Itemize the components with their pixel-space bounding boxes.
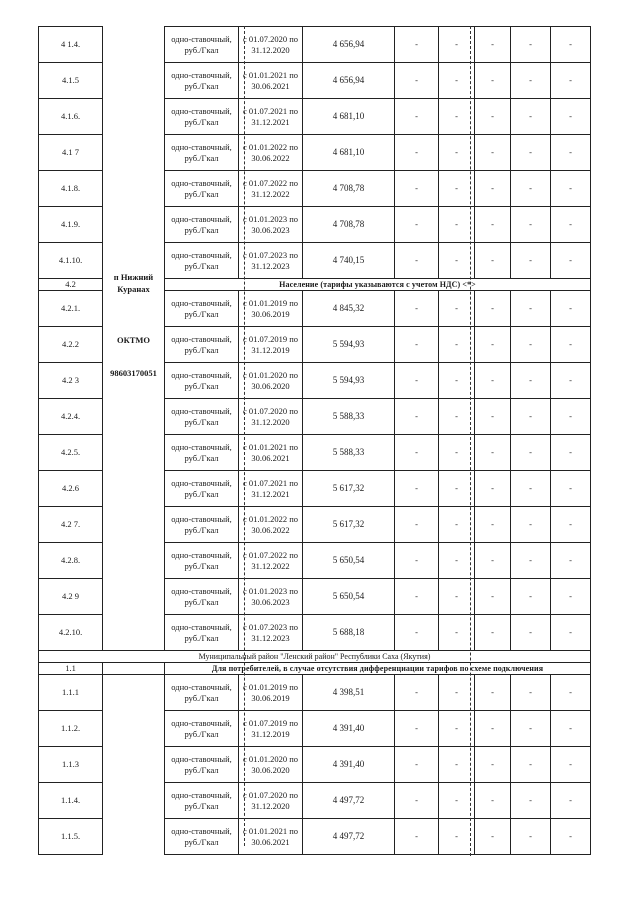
dash-cell: - xyxy=(439,435,475,471)
dash-cell: - xyxy=(551,135,591,171)
unit-cell: одно-ставочный, руб./Гкал xyxy=(165,27,239,63)
dash-cell: - xyxy=(475,207,511,243)
dash-cell: - xyxy=(475,711,511,747)
section-title: Население (тарифы указываются с учетом НДС) <*> xyxy=(165,279,591,291)
row-number: 1.1.5. xyxy=(39,819,103,855)
section-title: Для потребителей, в случае отсутствия дифференциации тарифов по схеме подключения xyxy=(165,663,591,675)
dash-cell: - xyxy=(475,471,511,507)
row-number: 4.2.4. xyxy=(39,399,103,435)
tariff-table xyxy=(38,26,591,855)
dash-cell: - xyxy=(395,99,439,135)
period-cell: с 01.01.2023 по 30.06.2023 xyxy=(239,207,303,243)
dash-cell: - xyxy=(511,99,551,135)
period-cell: с 01.01.2021 по 30.06.2021 xyxy=(239,435,303,471)
dash-cell: - xyxy=(439,783,475,819)
unit-cell: одно-ставочный, руб./Гкал xyxy=(165,543,239,579)
dash-cell: - xyxy=(551,711,591,747)
dash-cell: - xyxy=(475,63,511,99)
municipal-row xyxy=(39,651,591,663)
dash-cell: - xyxy=(511,819,551,855)
unit-cell: одно-ставочный, руб./Гкал xyxy=(165,675,239,711)
dash-cell: - xyxy=(511,675,551,711)
dash-cell: - xyxy=(475,675,511,711)
section-number: 1.1 xyxy=(39,663,103,675)
dash-cell: - xyxy=(475,27,511,63)
period-cell: с 01.01.2020 по 30.06.2020 xyxy=(239,363,303,399)
dash-cell: - xyxy=(475,507,511,543)
dash-cell: - xyxy=(439,399,475,435)
row-number: 1.1.2. xyxy=(39,711,103,747)
location-cell xyxy=(103,27,165,651)
period-cell: с 01.07.2020 по 31.12.2020 xyxy=(239,399,303,435)
tariff-value: 4 681,10 xyxy=(303,99,395,135)
dash-cell: - xyxy=(475,435,511,471)
dash-cell: - xyxy=(439,207,475,243)
row-number: 4 1.4. xyxy=(39,27,103,63)
tariff-value: 5 588,33 xyxy=(303,435,395,471)
dash-cell: - xyxy=(551,399,591,435)
dash-cell: - xyxy=(395,819,439,855)
dash-cell: - xyxy=(511,579,551,615)
dash-cell: - xyxy=(395,543,439,579)
dash-cell: - xyxy=(439,615,475,651)
dash-cell: - xyxy=(511,63,551,99)
dash-cell: - xyxy=(551,99,591,135)
dash-cell: - xyxy=(395,243,439,279)
unit-cell: одно-ставочный, руб./Гкал xyxy=(165,783,239,819)
dash-cell: - xyxy=(439,27,475,63)
dash-cell: - xyxy=(395,747,439,783)
dash-cell: - xyxy=(395,435,439,471)
row-number: 4.2 7. xyxy=(39,507,103,543)
table-row xyxy=(39,675,591,711)
unit-cell: одно-ставочный, руб./Гкал xyxy=(165,99,239,135)
dash-cell: - xyxy=(475,579,511,615)
period-cell: с 01.07.2021 по 31.12.2021 xyxy=(239,471,303,507)
oktmo-code: 98603170051 xyxy=(110,368,157,378)
unit-cell: одно-ставочный, руб./Гкал xyxy=(165,399,239,435)
unit-cell: одно-ставочный, руб./Гкал xyxy=(165,615,239,651)
dash-cell: - xyxy=(475,327,511,363)
section-number: 4.2 xyxy=(39,279,103,291)
dash-cell: - xyxy=(511,291,551,327)
period-cell: с 01.01.2022 по 30.06.2022 xyxy=(239,135,303,171)
dash-cell: - xyxy=(551,615,591,651)
unit-cell: одно-ставочный, руб./Гкал xyxy=(165,135,239,171)
unit-cell: одно-ставочный, руб./Гкал xyxy=(165,747,239,783)
unit-cell: одно-ставочный, руб./Гкал xyxy=(165,711,239,747)
tariff-value: 4 708,78 xyxy=(303,171,395,207)
dash-cell: - xyxy=(475,291,511,327)
dash-cell: - xyxy=(475,615,511,651)
tariff-value: 5 594,93 xyxy=(303,363,395,399)
period-cell: с 01.07.2022 по 31.12.2022 xyxy=(239,171,303,207)
tariff-value: 4 391,40 xyxy=(303,711,395,747)
tariff-value: 4 681,10 xyxy=(303,135,395,171)
dash-cell: - xyxy=(439,363,475,399)
dash-cell: - xyxy=(551,819,591,855)
row-number: 4.2 3 xyxy=(39,363,103,399)
dash-cell: - xyxy=(439,675,475,711)
dash-cell: - xyxy=(511,471,551,507)
tariff-value: 4 656,94 xyxy=(303,63,395,99)
row-number: 4.2.5. xyxy=(39,435,103,471)
dash-cell: - xyxy=(511,27,551,63)
dash-cell: - xyxy=(395,363,439,399)
municipal-district: Муниципальный район "Ленский район" Республики Саха (Якутия) xyxy=(39,651,591,663)
unit-cell: одно-ставочный, руб./Гкал xyxy=(165,363,239,399)
dash-cell: - xyxy=(551,27,591,63)
scan-line xyxy=(470,26,471,856)
row-number: 4.1.10. xyxy=(39,243,103,279)
row-number: 1.1.3 xyxy=(39,747,103,783)
dash-cell: - xyxy=(395,507,439,543)
dash-cell: - xyxy=(511,207,551,243)
dash-cell: - xyxy=(511,615,551,651)
dash-cell: - xyxy=(551,543,591,579)
tariff-value: 4 497,72 xyxy=(303,819,395,855)
period-cell: с 01.01.2022 по 30.06.2022 xyxy=(239,507,303,543)
dash-cell: - xyxy=(395,471,439,507)
dash-cell: - xyxy=(551,579,591,615)
dash-cell: - xyxy=(551,207,591,243)
period-cell: с 01.07.2022 по 31.12.2022 xyxy=(239,543,303,579)
dash-cell: - xyxy=(439,135,475,171)
period-cell: с 01.07.2021 по 31.12.2021 xyxy=(239,99,303,135)
tariff-value: 4 398,51 xyxy=(303,675,395,711)
dash-cell: - xyxy=(395,327,439,363)
dash-cell: - xyxy=(511,543,551,579)
dash-cell: - xyxy=(395,291,439,327)
unit-cell: одно-ставочный, руб./Гкал xyxy=(165,243,239,279)
unit-cell: одно-ставочный, руб./Гкал xyxy=(165,291,239,327)
unit-cell: одно-ставочный, руб./Гкал xyxy=(165,435,239,471)
unit-cell: одно-ставочный, руб./Гкал xyxy=(165,171,239,207)
period-cell: с 01.01.2020 по 30.06.2020 xyxy=(239,747,303,783)
dash-cell: - xyxy=(511,135,551,171)
location-name: п Нижний xyxy=(113,272,154,282)
dash-cell: - xyxy=(475,399,511,435)
dash-cell: - xyxy=(551,675,591,711)
dash-cell: - xyxy=(439,747,475,783)
row-number: 4.1.6. xyxy=(39,99,103,135)
unit-cell: одно-ставочный, руб./Гкал xyxy=(165,207,239,243)
dash-cell: - xyxy=(551,171,591,207)
tariff-value: 5 594,93 xyxy=(303,327,395,363)
dash-cell: - xyxy=(439,171,475,207)
dash-cell: - xyxy=(395,711,439,747)
tariff-value: 4 497,72 xyxy=(303,783,395,819)
tariff-value: 4 656,94 xyxy=(303,27,395,63)
tariff-value: 4 845,32 xyxy=(303,291,395,327)
dash-cell: - xyxy=(395,399,439,435)
row-number: 4.1.9. xyxy=(39,207,103,243)
dash-cell: - xyxy=(551,471,591,507)
dash-cell: - xyxy=(395,675,439,711)
oktmo-label: ОКТМО xyxy=(117,335,150,345)
tariff-table-container xyxy=(38,26,590,855)
dash-cell: - xyxy=(395,63,439,99)
row-number: 1.1.4. xyxy=(39,783,103,819)
tariff-value: 5 650,54 xyxy=(303,579,395,615)
tariff-value: 5 688,18 xyxy=(303,615,395,651)
blank-cell xyxy=(103,663,165,675)
row-number: 4.2.2 xyxy=(39,327,103,363)
dash-cell: - xyxy=(439,243,475,279)
row-number: 4.1.5 xyxy=(39,63,103,99)
dash-cell: - xyxy=(395,27,439,63)
dash-cell: - xyxy=(511,399,551,435)
dash-cell: - xyxy=(439,99,475,135)
dash-cell: - xyxy=(395,783,439,819)
dash-cell: - xyxy=(439,543,475,579)
dash-cell: - xyxy=(511,711,551,747)
row-number: 4.1.8. xyxy=(39,171,103,207)
unit-cell: одно-ставочный, руб./Гкал xyxy=(165,579,239,615)
location-name: Куранах xyxy=(117,284,150,294)
dash-cell: - xyxy=(475,543,511,579)
dash-cell: - xyxy=(439,819,475,855)
dash-cell: - xyxy=(551,747,591,783)
dash-cell: - xyxy=(475,99,511,135)
dash-cell: - xyxy=(551,507,591,543)
dash-cell: - xyxy=(395,615,439,651)
unit-cell: одно-ставочный, руб./Гкал xyxy=(165,471,239,507)
tariff-value: 5 650,54 xyxy=(303,543,395,579)
tariff-value: 4 708,78 xyxy=(303,207,395,243)
dash-cell: - xyxy=(511,327,551,363)
dash-cell: - xyxy=(551,363,591,399)
dash-cell: - xyxy=(511,243,551,279)
dash-cell: - xyxy=(511,507,551,543)
dash-cell: - xyxy=(439,327,475,363)
unit-cell: одно-ставочный, руб./Гкал xyxy=(165,819,239,855)
row-number: 4.2 9 xyxy=(39,579,103,615)
period-cell: с 01.07.2023 по 31.12.2023 xyxy=(239,243,303,279)
dash-cell: - xyxy=(475,819,511,855)
dash-cell: - xyxy=(551,783,591,819)
tariff-value: 5 588,33 xyxy=(303,399,395,435)
dash-cell: - xyxy=(439,291,475,327)
row-number: 4.2.8. xyxy=(39,543,103,579)
dash-cell: - xyxy=(475,135,511,171)
dash-cell: - xyxy=(439,63,475,99)
scan-line xyxy=(244,26,245,846)
dash-cell: - xyxy=(475,363,511,399)
period-cell: с 01.07.2023 по 31.12.2023 xyxy=(239,615,303,651)
table-row xyxy=(39,27,591,63)
dash-cell: - xyxy=(395,135,439,171)
dash-cell: - xyxy=(475,747,511,783)
period-cell: с 01.01.2023 по 30.06.2023 xyxy=(239,579,303,615)
period-cell: с 01.07.2020 по 31.12.2020 xyxy=(239,27,303,63)
section-header-row xyxy=(39,663,591,675)
period-cell: с 01.01.2019 по 30.06.2019 xyxy=(239,291,303,327)
dash-cell: - xyxy=(439,471,475,507)
tariff-value: 4 391,40 xyxy=(303,747,395,783)
row-number: 4.2.6 xyxy=(39,471,103,507)
dash-cell: - xyxy=(551,291,591,327)
tariff-value: 5 617,32 xyxy=(303,471,395,507)
row-number: 4.2.10. xyxy=(39,615,103,651)
dash-cell: - xyxy=(511,747,551,783)
dash-cell: - xyxy=(475,243,511,279)
dash-cell: - xyxy=(439,711,475,747)
unit-cell: одно-ставочный, руб./Гкал xyxy=(165,63,239,99)
dash-cell: - xyxy=(475,783,511,819)
row-number: 4.1 7 xyxy=(39,135,103,171)
dash-cell: - xyxy=(475,171,511,207)
dash-cell: - xyxy=(551,435,591,471)
tariff-value: 5 617,32 xyxy=(303,507,395,543)
location-cell xyxy=(103,675,165,855)
unit-cell: одно-ставочный, руб./Гкал xyxy=(165,507,239,543)
dash-cell: - xyxy=(511,435,551,471)
dash-cell: - xyxy=(439,507,475,543)
dash-cell: - xyxy=(551,327,591,363)
dash-cell: - xyxy=(439,579,475,615)
dash-cell: - xyxy=(511,783,551,819)
unit-cell: одно-ставочный, руб./Гкал xyxy=(165,327,239,363)
dash-cell: - xyxy=(551,243,591,279)
period-cell: с 01.07.2019 по 31.12.2019 xyxy=(239,327,303,363)
tariff-value: 4 740,15 xyxy=(303,243,395,279)
row-number: 4.2.1. xyxy=(39,291,103,327)
dash-cell: - xyxy=(511,363,551,399)
dash-cell: - xyxy=(511,171,551,207)
period-cell: с 01.01.2019 по 30.06.2019 xyxy=(239,675,303,711)
dash-cell: - xyxy=(551,63,591,99)
row-number: 1.1.1 xyxy=(39,675,103,711)
period-cell: с 01.07.2020 по 31.12.2020 xyxy=(239,783,303,819)
period-cell: с 01.07.2019 по 31.12.2019 xyxy=(239,711,303,747)
period-cell: с 01.01.2021 по 30.06.2021 xyxy=(239,63,303,99)
period-cell: с 01.01.2021 по 30.06.2021 xyxy=(239,819,303,855)
dash-cell: - xyxy=(395,171,439,207)
dash-cell: - xyxy=(395,579,439,615)
dash-cell: - xyxy=(395,207,439,243)
